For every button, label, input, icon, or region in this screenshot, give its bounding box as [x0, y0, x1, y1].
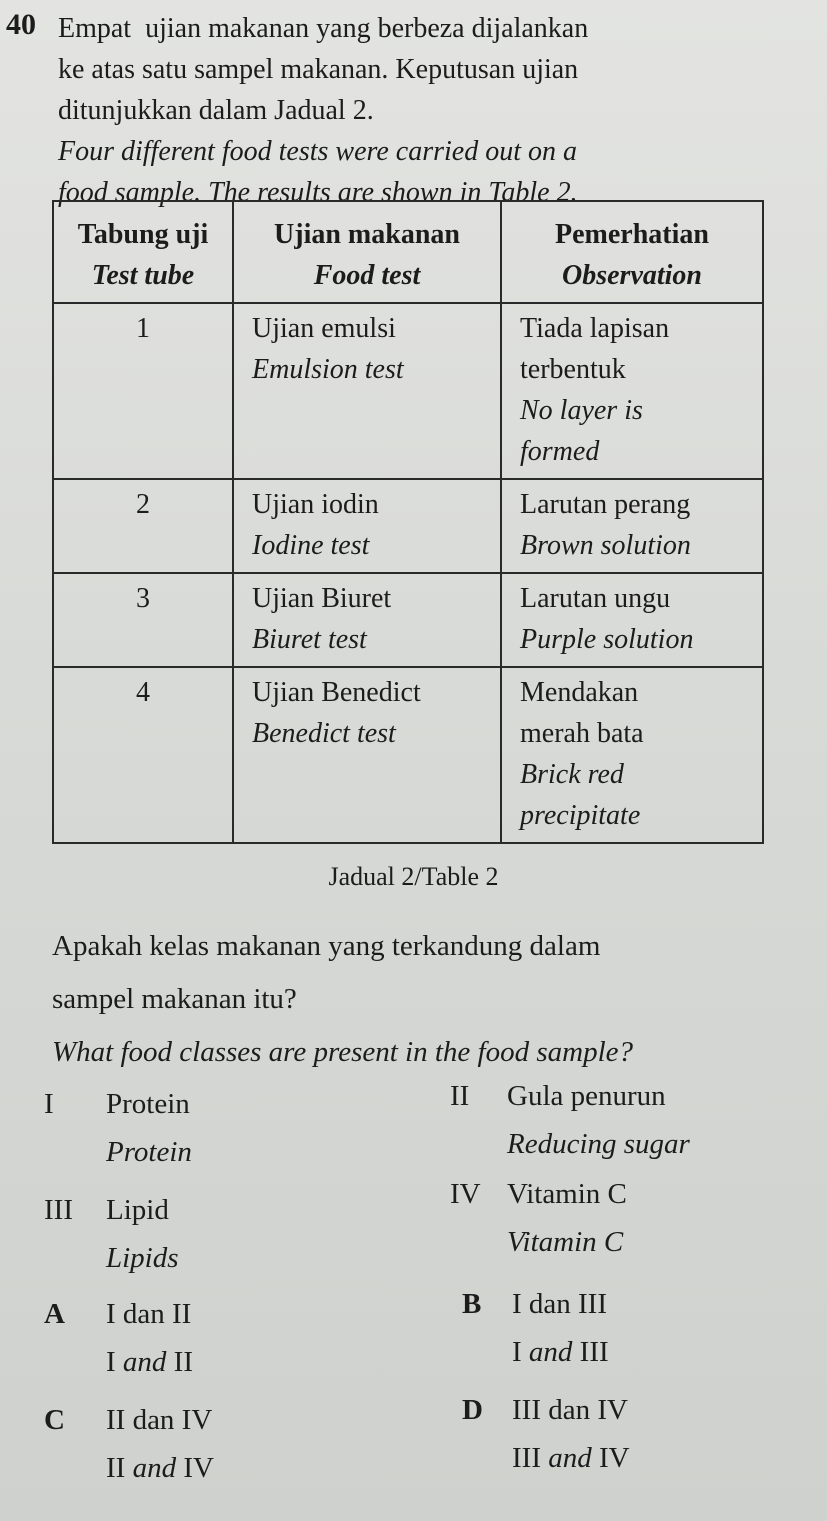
table-row — [53, 303, 763, 479]
header-test-tube — [53, 201, 233, 303]
option-d-en-and: and — [548, 1442, 592, 1474]
statement-i — [44, 1080, 192, 1176]
option-c-en-num1: II — [106, 1452, 126, 1484]
row-1-tube: 1 — [53, 303, 233, 479]
header-test-tube-en: Test tube — [91, 260, 195, 291]
row-1-obs-en-1: No layer is — [520, 395, 643, 426]
statement-ii-ms: Gula penurun — [507, 1080, 666, 1112]
header-observation-ms: Pemerhatian — [555, 219, 709, 250]
row-3-test — [233, 573, 501, 667]
row-4-test — [233, 667, 501, 843]
statement-ii-key: II — [450, 1080, 470, 1112]
table-header-row — [53, 201, 763, 303]
row-4-obs-en-1: Brick red — [520, 759, 624, 790]
row-2-tube: 2 — [53, 479, 233, 573]
row-1-obs-ms-1: Tiada lapisan — [520, 313, 670, 344]
row-1-test-en: Emulsion test — [252, 354, 404, 385]
option-c-en — [44, 1444, 214, 1492]
intro-en-line-1: Four different food tests were carried out on a — [58, 136, 577, 167]
row-1-test-ms: Ujian emulsi — [252, 313, 396, 344]
option-a-en-and: and — [122, 1346, 167, 1378]
row-4-test-ms: Ujian Benedict — [252, 677, 421, 708]
statement-iv-ms: Vitamin C — [507, 1178, 627, 1210]
option-d-en-num2: IV — [598, 1442, 630, 1474]
header-observation-en: Observation — [562, 260, 702, 291]
statement-iii — [44, 1186, 179, 1282]
option-a-en-num1: I — [106, 1346, 116, 1378]
header-food-test — [233, 201, 501, 303]
header-test-tube-ms: Tabung uji — [77, 219, 209, 250]
table-row — [53, 479, 763, 573]
intro-ms-line-3: ditunjukkan dalam Jadual 2. — [58, 95, 374, 126]
intro-ms-line-1: Empat ujian makanan yang berbeza dijalankan — [58, 13, 589, 44]
row-4-tube: 4 — [53, 667, 233, 843]
row-4-obs-ms-1: Mendakan — [520, 677, 639, 708]
row-2-observation — [501, 479, 763, 573]
statement-iv-en: Vitamin C — [507, 1226, 624, 1258]
header-food-test-ms: Ujian makanan — [274, 219, 460, 250]
option-a-en — [44, 1338, 193, 1386]
option-c-en-and: and — [132, 1452, 177, 1484]
row-2-test-en: Iodine test — [252, 530, 370, 561]
row-2-test-ms: Ujian iodin — [252, 489, 379, 520]
row-3-observation — [501, 573, 763, 667]
option-b-ms: I dan III — [512, 1288, 608, 1320]
option-b-en-num1: I — [512, 1336, 522, 1368]
row-4-obs-en-2: precipitate — [520, 800, 641, 831]
intro-en-line-2: food sample. The results are shown in Table 2. — [58, 177, 578, 208]
statement-i-en: Protein — [106, 1136, 192, 1168]
question-prompt — [52, 920, 812, 1079]
option-d-ms: III dan IV — [512, 1394, 628, 1426]
option-b[interactable] — [462, 1280, 609, 1376]
option-d-en-num1: III — [512, 1442, 541, 1474]
option-a-en-num2: II — [173, 1346, 193, 1378]
header-food-test-en: Food test — [313, 260, 421, 291]
row-3-obs-ms-1: Larutan ungu — [520, 583, 671, 614]
prompt-ms-line-1: Apakah kelas makanan yang terkandung dalam — [52, 930, 601, 962]
statement-iii-ms: Lipid — [106, 1194, 169, 1226]
row-1-test — [233, 303, 501, 479]
option-b-en-and: and — [528, 1336, 573, 1368]
statement-iv — [450, 1170, 627, 1266]
statement-ii — [450, 1072, 690, 1168]
row-3-test-ms: Ujian Biuret — [252, 583, 392, 614]
row-4-observation — [501, 667, 763, 843]
results-table — [52, 200, 764, 844]
table-row — [53, 573, 763, 667]
row-4-obs-ms-2: merah bata — [520, 718, 644, 749]
option-d-key: D — [462, 1394, 483, 1426]
row-3-obs-en-1: Purple solution — [520, 624, 694, 655]
statement-ii-en: Reducing sugar — [507, 1128, 690, 1160]
row-1-observation — [501, 303, 763, 479]
row-2-test — [233, 479, 501, 573]
header-observation — [501, 201, 763, 303]
prompt-ms-line-2: sampel makanan itu? — [52, 983, 297, 1015]
option-c-en-num2: IV — [183, 1452, 214, 1484]
statement-iii-en: Lipids — [106, 1242, 179, 1274]
statement-i-ms: Protein — [106, 1088, 190, 1120]
row-2-obs-en-1: Brown solution — [520, 530, 691, 561]
option-b-en-num2: III — [579, 1336, 609, 1368]
option-c[interactable] — [44, 1396, 214, 1492]
table-caption: Jadual 2/Table 2 — [328, 862, 499, 891]
row-3-test-en: Biuret test — [252, 624, 367, 655]
row-3-tube: 3 — [53, 573, 233, 667]
option-b-key: B — [462, 1288, 482, 1320]
option-c-key: C — [44, 1404, 65, 1436]
option-c-ms: II dan IV — [106, 1404, 213, 1436]
option-d-en — [462, 1434, 630, 1482]
row-2-obs-ms-1: Larutan perang — [520, 489, 691, 520]
question-intro — [58, 8, 718, 213]
option-d[interactable] — [462, 1386, 630, 1482]
statement-iii-key: III — [44, 1194, 73, 1226]
option-a-ms: I dan II — [106, 1298, 192, 1330]
option-a-key: A — [44, 1298, 65, 1330]
option-b-en — [462, 1328, 609, 1376]
intro-ms-line-2: ke atas satu sampel makanan. Keputusan ujian — [58, 54, 579, 85]
row-1-obs-ms-2: terbentuk — [520, 354, 626, 385]
statement-iv-key: IV — [450, 1178, 481, 1210]
prompt-en: What food classes are present in the food sample? — [52, 1036, 634, 1068]
table-row — [53, 667, 763, 843]
statement-i-key: I — [44, 1088, 54, 1120]
row-1-obs-en-2: formed — [520, 436, 600, 467]
question-number: 40 — [6, 8, 36, 41]
row-4-test-en: Benedict test — [252, 718, 396, 749]
option-a[interactable] — [44, 1290, 193, 1386]
